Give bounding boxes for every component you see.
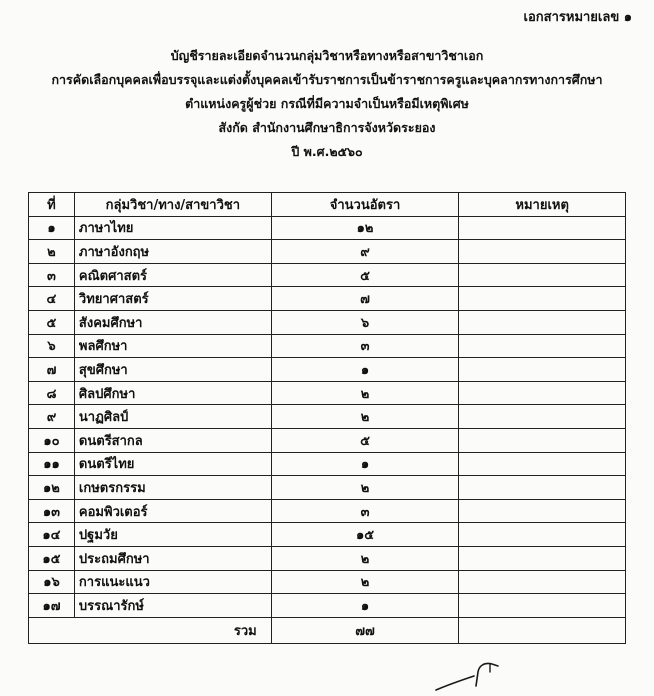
header-agency: สังกัด สำนักงานศึกษาธิการจังหวัดระยอง (218, 120, 436, 135)
table-row (29, 476, 626, 500)
table-row (29, 499, 626, 523)
row-note (459, 310, 626, 334)
row-subject: บรรณารักษ์ (74, 594, 271, 618)
row-count: ๗ (271, 287, 459, 311)
table-row (29, 216, 626, 240)
table-row (29, 523, 626, 547)
row-count: ๑๒ (271, 216, 459, 240)
row-count: ๑ (271, 358, 459, 382)
header-position: ตำแหน่งครูผู้ช่วย กรณีที่มีความจำเป็นหรือมีเหตุพิเศษ (185, 96, 469, 111)
row-number: ๖ (29, 334, 75, 358)
column-header-subject: กลุ่มวิชา/ทาง/สาขาวิชา (74, 193, 271, 217)
row-note (459, 240, 626, 264)
row-subject: พลศึกษา (74, 334, 271, 358)
total-label: รวม (29, 617, 272, 643)
row-count: ๒ (271, 405, 459, 429)
document-header (0, 44, 654, 164)
row-number: ๘ (29, 381, 75, 405)
row-note (459, 334, 626, 358)
table-row (29, 334, 626, 358)
row-note (459, 263, 626, 287)
row-number: ๑๖ (29, 570, 75, 594)
row-note (459, 428, 626, 452)
total-note (459, 617, 626, 643)
table-row (29, 405, 626, 429)
total-value: ๗๗ (271, 617, 459, 643)
row-subject: ภาษาไทย (74, 216, 271, 240)
row-subject: ดนตรีไทย (74, 452, 271, 476)
row-count: ๑ (271, 452, 459, 476)
row-note (459, 381, 626, 405)
row-note (459, 594, 626, 618)
subject-quota-table (28, 192, 626, 644)
row-count: ๒ (271, 570, 459, 594)
row-subject: ประถมศึกษา (74, 546, 271, 570)
handwritten-signature-icon (432, 650, 512, 694)
row-note (459, 405, 626, 429)
table-row (29, 310, 626, 334)
table-row (29, 546, 626, 570)
header-title: บัญชีรายละเอียดจำนวนกลุ่มวิชาหรือทางหรือสาขาวิชาเอก (170, 48, 484, 63)
total-row (29, 617, 626, 643)
row-count: ๙ (271, 240, 459, 264)
table-row (29, 263, 626, 287)
table-row (29, 287, 626, 311)
row-number: ๓ (29, 263, 75, 287)
row-count: ๖ (271, 310, 459, 334)
row-number: ๕ (29, 310, 75, 334)
row-number: ๔ (29, 287, 75, 311)
row-count: ๒ (271, 381, 459, 405)
row-subject: วิทยาศาสตร์ (74, 287, 271, 311)
table-header-row (29, 193, 626, 217)
table-row (29, 428, 626, 452)
row-note (459, 476, 626, 500)
row-count: ๒ (271, 476, 459, 500)
table-row (29, 570, 626, 594)
row-number: ๑๓ (29, 499, 75, 523)
row-number: ๗ (29, 358, 75, 382)
row-count: ๕ (271, 428, 459, 452)
row-subject: คอมพิวเตอร์ (74, 499, 271, 523)
row-note (459, 499, 626, 523)
row-number: ๑๐ (29, 428, 75, 452)
row-number: ๑๔ (29, 523, 75, 547)
row-subject: ศิลปศึกษา (74, 381, 271, 405)
row-note (459, 216, 626, 240)
row-number: ๑๕ (29, 546, 75, 570)
header-subtitle: การคัดเลือกบุคคลเพื่อบรรจุและแต่งตั้งบุคคลเข้ารับราชการเป็นข้าราชการครูและบุคลากรทางการศึกษา (51, 72, 603, 87)
row-subject: เกษตรกรรม (74, 476, 271, 500)
row-number: ๑ (29, 216, 75, 240)
row-note (459, 287, 626, 311)
row-count: ๒ (271, 546, 459, 570)
document-number: เอกสารหมายเลข ๑ (523, 10, 632, 25)
row-count: ๓ (271, 499, 459, 523)
row-number: ๙ (29, 405, 75, 429)
row-note (459, 523, 626, 547)
row-note (459, 570, 626, 594)
row-number: ๑๒ (29, 476, 75, 500)
row-subject: การแนะแนว (74, 570, 271, 594)
row-subject: นาฏศิลป์ (74, 405, 271, 429)
column-header-number: ที่ (29, 193, 75, 217)
row-number: ๑๑ (29, 452, 75, 476)
row-subject: ดนตรีสากล (74, 428, 271, 452)
row-subject: คณิตศาสตร์ (74, 263, 271, 287)
column-header-count: จำนวนอัตรา (271, 193, 459, 217)
row-subject: ปฐมวัย (74, 523, 271, 547)
table-row (29, 452, 626, 476)
header-year: ปี พ.ศ.๒๕๖๐ (291, 144, 363, 159)
row-subject: ภาษาอังกฤษ (74, 240, 271, 264)
row-number: ๒ (29, 240, 75, 264)
table-row (29, 358, 626, 382)
row-count: ๓ (271, 334, 459, 358)
row-subject: สุขศึกษา (74, 358, 271, 382)
table-row (29, 381, 626, 405)
row-subject: สังคมศึกษา (74, 310, 271, 334)
row-note (459, 546, 626, 570)
row-count: ๕ (271, 263, 459, 287)
row-count: ๑ (271, 594, 459, 618)
row-note (459, 358, 626, 382)
row-number: ๑๗ (29, 594, 75, 618)
row-count: ๑๕ (271, 523, 459, 547)
table-row (29, 240, 626, 264)
column-header-note: หมายเหตุ (459, 193, 626, 217)
table-row (29, 594, 626, 618)
row-note (459, 452, 626, 476)
